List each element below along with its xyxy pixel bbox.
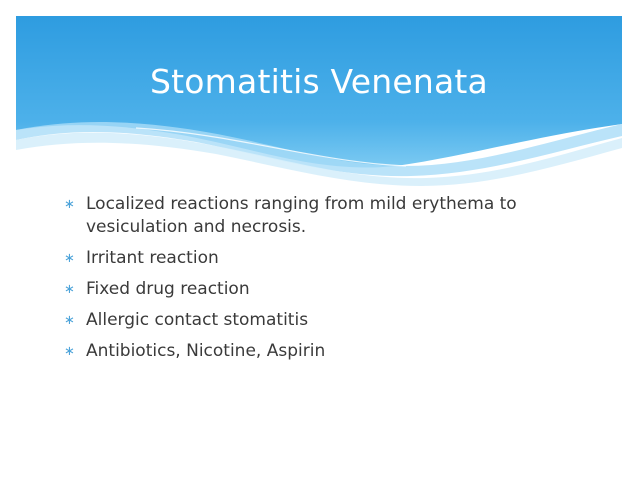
banner-wave-graphic [16, 16, 622, 186]
bullet-item [64, 309, 584, 332]
asterisk-bullet-icon: ∗ [64, 313, 75, 328]
asterisk-bullet-icon: ∗ [64, 282, 75, 297]
bullet-item [64, 340, 584, 363]
asterisk-bullet-icon: ∗ [64, 197, 75, 212]
title-banner [16, 16, 622, 186]
bullet-text: Irritant reaction [86, 248, 219, 268]
asterisk-bullet-icon: ∗ [64, 344, 75, 359]
asterisk-bullet-icon: ∗ [64, 251, 75, 266]
bullet-text: Localized reactions ranging from mild erythema to vesiculation and necrosis. [86, 194, 517, 237]
bullet-text: Antibiotics, Nicotine, Aspirin [86, 341, 326, 361]
bullet-text: Fixed drug reaction [86, 279, 250, 299]
bullet-list [64, 193, 584, 371]
bullet-item [64, 247, 584, 270]
slide-title: Stomatitis Venenata [150, 62, 488, 101]
bullet-text: Allergic contact stomatitis [86, 310, 309, 330]
bullet-item [64, 193, 584, 239]
bullet-item [64, 278, 584, 301]
